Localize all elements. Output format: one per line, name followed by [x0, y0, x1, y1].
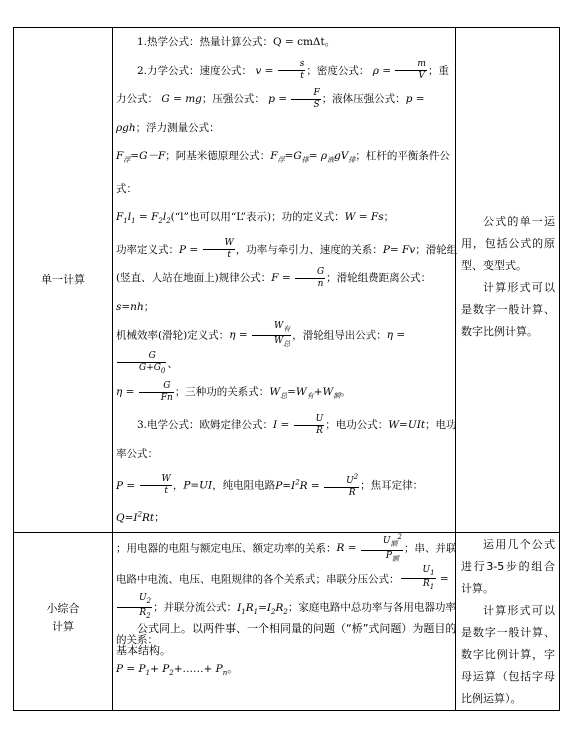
gravity-label: ；重力公式：	[116, 64, 449, 105]
rated-formula: R = $\frac{U_额^2}{P_额}$	[336, 533, 402, 563]
rated-label: ；用电器的电阻与额定电压、额定功率的关系：	[116, 542, 337, 555]
lever-note: (“l”也可以用“L”表示)；功的定义式：	[170, 211, 345, 224]
density-formula: ρ = $\frac{m}{V}$	[372, 59, 426, 81]
archi-label: ；阿基米德原理公式：	[165, 150, 271, 162]
joule-formula: $Q=I^2Rt$	[116, 510, 155, 524]
ework-formula: W=UIt	[388, 419, 426, 432]
eff-derived-label: ，滑轮组导出公式：	[292, 329, 387, 342]
speed-formula: v = $\frac{s}{t}$	[255, 59, 305, 81]
note-usage: 公式的单一运用，包括公式的原型、变型式。	[461, 215, 555, 272]
three-work-formula: $W_总=W_有+W_额$	[269, 386, 341, 401]
liquid-label: ；液体压强公式：	[321, 93, 406, 105]
combo-content-text: 公式同上。以两件事、一个相同量的问题（“桥”式问题）为题目的基本结构。	[116, 622, 457, 657]
lever-formula: $F_1l_1 = F_2l_2$	[116, 211, 171, 226]
power-rel-formula: P= Fv	[382, 243, 416, 256]
power-formula: P = $\frac{W}{t}$	[179, 238, 234, 261]
work-formula: W = Fs	[344, 211, 384, 224]
eff-derived-formula: η = $\frac{G}{G+G_0}$	[116, 329, 405, 370]
elec-formulas: 3.电学公式：欧姆定律公式：I = $\frac{U}{R}$ ；电功公式：W=UIt；电功率公式： P = $\frac{W}{t}$ ，P=UI，纯电阻电路$P=I^2R$ = $\frac{U^2}{R}$ ；焦耳定律：$Q=I^2Rt$； ；用电器的电阻与额定电压、额定功率的关系：R = $\frac{U_额^2}{P_额}$ ；串、并联电路中电流、电压、电阻规律的各个关系式；串联分压公式： $\frac{U_1}{R_1}$ = $\frac{U_2}{R_2}$ ；并联分流公式：$I_1R_1=I_2R_2$；家庭电路中总功率与各用电器功率的关系： $P = P_1+$ $P_2+\dots\dots+ P_n$。	[116, 413, 457, 677]
power-rel-label: ，功率与牵引力、速度的关系：	[235, 243, 383, 256]
home-label: ；家庭电路中总功率与各用电器功率的关系：	[116, 601, 456, 647]
row-label-combo-text: 小综合计算	[46, 602, 80, 633]
combo-calc-content	[116, 618, 458, 662]
buoy-formula: $F_浮=G-F$	[116, 150, 166, 165]
epower-formula: P = $\frac{W}{t}$	[116, 474, 171, 497]
parallel-formula: $I_1R_1=I_2R_2$	[237, 601, 288, 616]
parallel-label: ；并联分流公式：	[153, 601, 238, 614]
gravity-formula: G = mg	[161, 93, 202, 105]
pui-formula: P=UI	[183, 479, 213, 492]
combo-calc-note	[461, 534, 555, 710]
single-calc-content	[116, 28, 458, 687]
note-combo-form: 计算形式可以是数字一般计算、数字比例计算，字母运算（包括字母比例运算）。	[461, 604, 555, 705]
ework-label: ；电功公式：	[325, 419, 389, 432]
series-formula: $\frac{U_1}{R_1}$ = $\frac{U_2}{R_2}$	[116, 573, 449, 614]
column-divider	[112, 28, 113, 710]
eff-label: 机械效率(滑轮)定义式：	[116, 329, 230, 342]
pulley-label: ；滑轮组	[415, 243, 458, 256]
single-calc-note	[461, 211, 555, 343]
formula-table	[13, 27, 560, 711]
pulley-dist-formula: s=nh	[116, 300, 144, 313]
home-formula: $P = P_1+$ $P_2+\dots\dots+ P_n$	[116, 662, 228, 677]
row-label-single: 单一计算	[41, 273, 85, 286]
heat-formula: 1.热学公式：热量计算公式：Q = cmΔt。	[137, 36, 336, 48]
row-label-combo	[14, 600, 112, 636]
note-combo-usage: 运用几个公式进行3-5步的组合计算。	[461, 538, 555, 595]
joule-label: ；焦耳定律：	[360, 479, 424, 492]
pure-formula: $P=I^2R$ = $\frac{U^2}{R}$	[275, 473, 359, 499]
pressure-formula: p = $\frac{F}{S}$	[268, 87, 320, 110]
archi-formula: $F_浮=G_排= \rho_液gV_排$	[270, 150, 356, 165]
eff2-formula: η = $\frac{G}{Fn}$	[116, 380, 173, 403]
lever-label: ；杠杆的平衡条件公式：	[116, 150, 450, 195]
epower-label: ；电功率公式：	[116, 419, 457, 460]
density-label: ；密度公式：	[306, 64, 370, 77]
series-label: ；串、并联电路中电流、电压、电阻规律的各个关系式；串联分压公式：	[116, 542, 457, 585]
pressure-label: ；压强公式：	[201, 93, 265, 105]
buoy-label: ；浮力测量公式：	[135, 121, 220, 134]
pulley-formula: F = $\frac{G}{n}$	[271, 266, 325, 289]
note-form: 计算形式可以是数字一般计算、数字比例计算。	[461, 281, 555, 338]
mech-formulas: 2.力学公式：速度公式： v = $\frac{s}{t}$ ；密度公式： ρ = $\frac{m}{V}$ ；重力公式： G = mg；压强公式： p = $\frac{F}{S}$ ；液体压强公式：p = ρgh；浮力测量公式： $F_浮=G-F$；阿基米德原理公式：$F_浮=G_排= \rho_液gV_排$；杠杆的平衡条件公式： $F_1l_1$ = $F_2l_2(“l$”也可以用“L”表示)；功的定义式：W = Fs； 功率定义式：P = $\frac{W}{t}$ ，功率与牵引力、速度的关系：P= Fv；滑轮组 (竖直、人站在地面上)规律公式：F = $\frac{G}{n}$ ；滑轮组费距离公式：s=nh； 机械效率(滑轮)定义式：η = $\frac{W_有}{W_总}$ ，滑轮组导出公式：η = $\frac{G}{G+G_0}$ 、 η = $\frac{G}{Fn}$ ；三种功的关系式：$W_总=W_有+W_额$。	[116, 59, 458, 403]
mech-intro: 2.力学公式：速度公式：	[137, 64, 253, 77]
pulley-dist-label: ；滑轮组费距离公式：	[326, 272, 432, 285]
ohm-formula: I = $\frac{U}{R}$	[273, 413, 324, 436]
liquid-formula: p = ρgh	[116, 93, 425, 134]
eff-formula: η = $\frac{W_有}{W_总}$	[229, 321, 291, 348]
three-work-label: ；三种功的关系式：	[174, 386, 270, 399]
power-label: 功率定义式：	[116, 243, 179, 256]
pulley-cond: (竖直、人站在地面上)规律公式：	[116, 272, 272, 285]
elec-intro: 3.电学公式：欧姆定律公式：	[137, 419, 274, 432]
heat-formula-line	[116, 28, 458, 57]
pure-label: 纯电阻电路	[222, 479, 276, 492]
